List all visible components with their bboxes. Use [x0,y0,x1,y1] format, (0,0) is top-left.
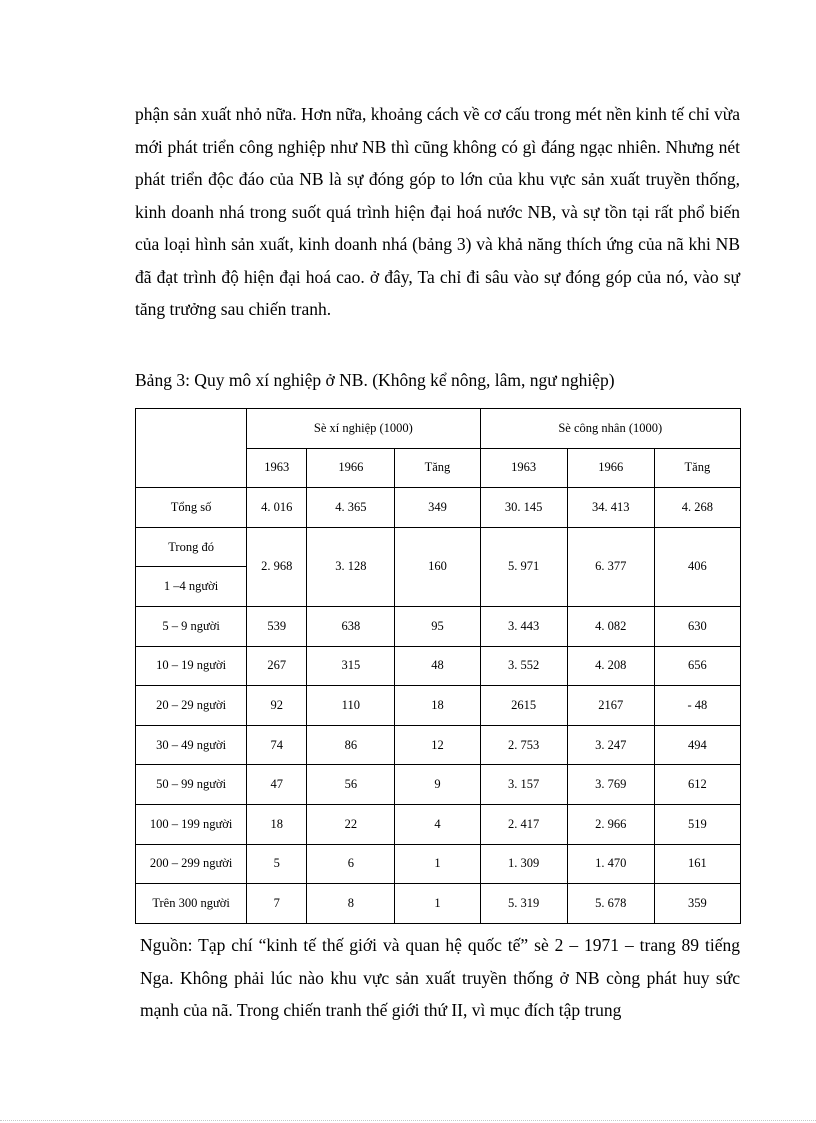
table-cell: 6. 377 [567,527,654,606]
table-cell: 3. 769 [567,765,654,805]
row-label: 20 – 29 người [136,686,247,726]
table-cell: 5 [247,844,307,884]
table-row [136,606,741,646]
table-cell: 4 [395,804,480,844]
table-cell: 110 [307,686,395,726]
table-cell: 267 [247,646,307,686]
enterprise-size-table [135,408,741,924]
table-cell: 2. 753 [480,725,567,765]
row-label: 5 – 9 người [136,606,247,646]
table-cell: 56 [307,765,395,805]
table-cell: 160 [395,527,480,606]
table-row-in-which [136,527,741,567]
table-cell: 494 [654,725,740,765]
table-cell: 8 [307,884,395,924]
table-cell: 1 [395,844,480,884]
row-label: 50 – 99 người [136,765,247,805]
table-cell: 1 [395,884,480,924]
table-cell: 630 [654,606,740,646]
table-cell: 638 [307,606,395,646]
table-cell: 5. 678 [567,884,654,924]
row-label-in-which: Trong đó [136,527,247,567]
paragraph-bottom: Nguồn: Tạp chí “kinh tế thế giới và quan hệ quốc tế” sè 2 – 1971 – trang 89 tiếng Nga. Không phải lúc nào khu vực sản xuất truyền thống ở NB còng phát huy sức mạnh của nã. Trong chiến tranh thế giới thứ II, vì mục đích tập trung [140,935,740,1020]
table-cell: 3. 157 [480,765,567,805]
table-cell: 2615 [480,686,567,726]
table-cell: 4. 268 [654,488,740,528]
table-cell: 5. 319 [480,884,567,924]
table-cell: 22 [307,804,395,844]
table-row [136,725,741,765]
row-label: 30 – 49 người [136,725,247,765]
row-label: 10 – 19 người [136,646,247,686]
table-cell: 2167 [567,686,654,726]
table-cell: 18 [247,804,307,844]
table-row [136,804,741,844]
table-cell: 92 [247,686,307,726]
table-cell: 315 [307,646,395,686]
table-cell: 12 [395,725,480,765]
subheader-cell: 1963 [247,448,307,488]
subheader-cell: 1966 [307,448,395,488]
table-cell: 359 [654,884,740,924]
table-cell: 3. 443 [480,606,567,646]
table-body-rows [136,606,741,923]
table-cell: 74 [247,725,307,765]
table-cell: 4. 365 [307,488,395,528]
table-cell: 3. 552 [480,646,567,686]
table-cell: 406 [654,527,740,606]
corner-cell [136,409,247,488]
table-cell: 30. 145 [480,488,567,528]
row-label: 200 – 299 người [136,844,247,884]
table-row [136,646,741,686]
row-label: Tổng số [136,488,247,528]
table-cell: 612 [654,765,740,805]
table-cell: 4. 208 [567,646,654,686]
table-cell: 95 [395,606,480,646]
table-row [136,884,741,924]
paragraph-top: phận sản xuất nhỏ nữa. Hơn nữa, khoảng cách về cơ cấu trong mét nền kinh tế chỉ vừa mới phát triển công nghiệp như NB thì cũng không có gì đáng ngạc nhiên. Nhưng nét phát triển độc đáo của NB là sự đóng góp to lớn của khu vực sản xuất truyền thống, kinh doanh nhá trong suốt quá trình hiện đại hoá nước NB, và sự tồn tại rất phổ biến của loại hình sản xuất, kinh doanh nhá (bảng 3) và khả năng thích ứng của nã khi NB đã đạt trình độ hiện đại hoá cao. ở đây, Ta chỉ đi sâu vào sự đóng góp của nó, vào sự tăng trưởng sau chiến tranh. [135,104,740,319]
table-cell: 519 [654,804,740,844]
table-cell: 656 [654,646,740,686]
table-cell: 18 [395,686,480,726]
subheader-cell: 1966 [567,448,654,488]
table-cell: 161 [654,844,740,884]
table-cell: 349 [395,488,480,528]
table-cell: 48 [395,646,480,686]
subheader-cell: Tăng [654,448,740,488]
row-label: 100 – 199 người [136,804,247,844]
table-cell: 9 [395,765,480,805]
row-label: Trên 300 người [136,884,247,924]
table-cell: 3. 128 [307,527,395,606]
group-header-enterprises: Sè xí nghiệp (1000) [247,409,480,449]
table-cell: 3. 247 [567,725,654,765]
table-cell: 86 [307,725,395,765]
table-cell: 1. 309 [480,844,567,884]
table-row [136,844,741,884]
table-row [136,765,741,805]
table-cell: 2. 417 [480,804,567,844]
table-cell: 2. 966 [567,804,654,844]
page-bottom-rule [0,1120,816,1121]
table-header-row [136,409,741,449]
table-cell: 1. 470 [567,844,654,884]
table-cell: 34. 413 [567,488,654,528]
table-cell: 5. 971 [480,527,567,606]
table-cell: 47 [247,765,307,805]
table-cell: 7 [247,884,307,924]
subheader-cell: Tăng [395,448,480,488]
group-header-workers: Sè công nhân (1000) [480,409,740,449]
table-cell: 4. 082 [567,606,654,646]
table-cell: 2. 968 [247,527,307,606]
table-row [136,686,741,726]
table-cell: 4. 016 [247,488,307,528]
subheader-cell: 1963 [480,448,567,488]
table-cell: - 48 [654,686,740,726]
table-caption: Bảng 3: Quy mô xí nghiệp ở NB. (Không kể nông, lâm, ngư nghiệp) [135,370,615,390]
table-cell: 6 [307,844,395,884]
table-row-total [136,488,741,528]
table-cell: 539 [247,606,307,646]
row-label: 1 –4 người [136,567,247,607]
